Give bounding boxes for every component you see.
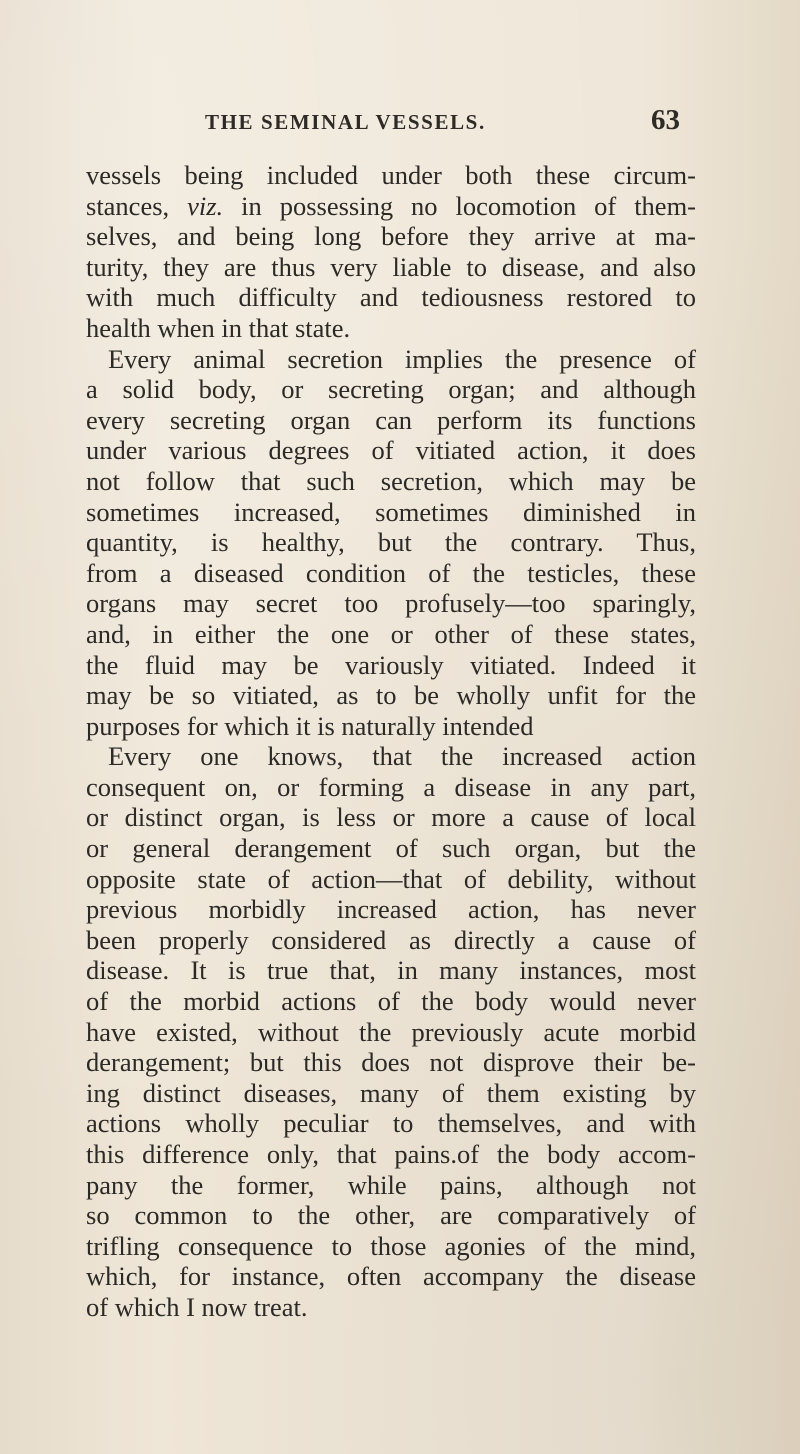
- text-line: been properly considered as directly a cause of: [86, 924, 696, 955]
- text-line: [86, 191, 696, 222]
- text-line: selves, and being long before they arrive at ma-: [86, 221, 696, 252]
- italic-abbreviation: viz.: [187, 190, 224, 221]
- text-line: which, for instance, often accompany the disease: [86, 1261, 696, 1292]
- body-text: [86, 160, 696, 1323]
- text-line: under various degrees of vitiated action, it does: [86, 435, 696, 466]
- text-line: ing distinct diseases, many of them existing by: [86, 1077, 696, 1108]
- text-line: may be so vitiated, as to be wholly unfit for the: [86, 680, 696, 711]
- text-line: and, in either the one or other of these states,: [86, 618, 696, 649]
- text-line: have existed, without the previously acute morbid: [86, 1016, 696, 1047]
- text-line: or distinct organ, is less or more a cause of local: [86, 802, 696, 833]
- text-line: not follow that such secretion, which may be: [86, 465, 696, 496]
- text-line: disease. It is true that, in many instances, most: [86, 955, 696, 986]
- text-line: consequent on, or forming a disease in any part,: [86, 771, 696, 802]
- paragraph-1: [86, 160, 696, 344]
- text-line: previous morbidly increased action, has never: [86, 894, 696, 925]
- text-line: turity, they are thus very liable to disease, and also: [86, 251, 696, 282]
- text-line: of the morbid actions of the body would never: [86, 986, 696, 1017]
- running-title: THE SEMINAL VESSELS.: [205, 110, 486, 134]
- text-line: or general derangement of such organ, but the: [86, 833, 696, 864]
- page-number: 63: [651, 104, 680, 136]
- text-line: every secreting organ can perform its functions: [86, 404, 696, 435]
- text-line: Every animal secretion implies the presence of: [108, 343, 696, 374]
- text-line: organs may secret too profusely—too sparingly,: [86, 588, 696, 619]
- text-line: Every one knows, that the increased action: [108, 741, 696, 772]
- text-line: derangement; but this does not disprove their be-: [86, 1047, 696, 1078]
- text-line: quantity, is healthy, but the contrary. Thus,: [86, 527, 696, 558]
- text-line: actions wholly peculiar to themselves, and with: [86, 1108, 696, 1139]
- text-line: a solid body, or secreting organ; and although: [86, 374, 696, 405]
- text-line: this difference only, that pains.of the body accom-: [86, 1139, 696, 1169]
- text-line: with much difficulty and tediousness restored to: [86, 282, 696, 313]
- text-line: trifling consequence to those agonies of the mind,: [86, 1230, 696, 1261]
- text-line: from a diseased condition of the testicles, these: [86, 557, 696, 588]
- paragraph-3: [86, 741, 696, 1322]
- text-line: purposes for which it is naturally intended: [86, 710, 534, 741]
- text-line: sometimes increased, sometimes diminished in: [86, 496, 696, 527]
- paragraph-2: [86, 344, 696, 742]
- page-header: [0, 104, 800, 144]
- text-line: so common to the other, are comparatively of: [86, 1200, 696, 1231]
- text-segment: stances,: [86, 190, 170, 221]
- text-line: the fluid may be variously vitiated. Indeed it: [86, 649, 696, 680]
- text-segment: in possessing no locomotion of them-: [223, 190, 697, 221]
- text-line: health when in that state.: [86, 312, 351, 343]
- text-line: pany the former, while pains, although not: [86, 1169, 696, 1200]
- text-line: of which I now treat.: [86, 1291, 308, 1322]
- text-line: opposite state of action—that of debility, without: [86, 863, 696, 894]
- text-line: vessels being included under both these circum-: [86, 160, 696, 190]
